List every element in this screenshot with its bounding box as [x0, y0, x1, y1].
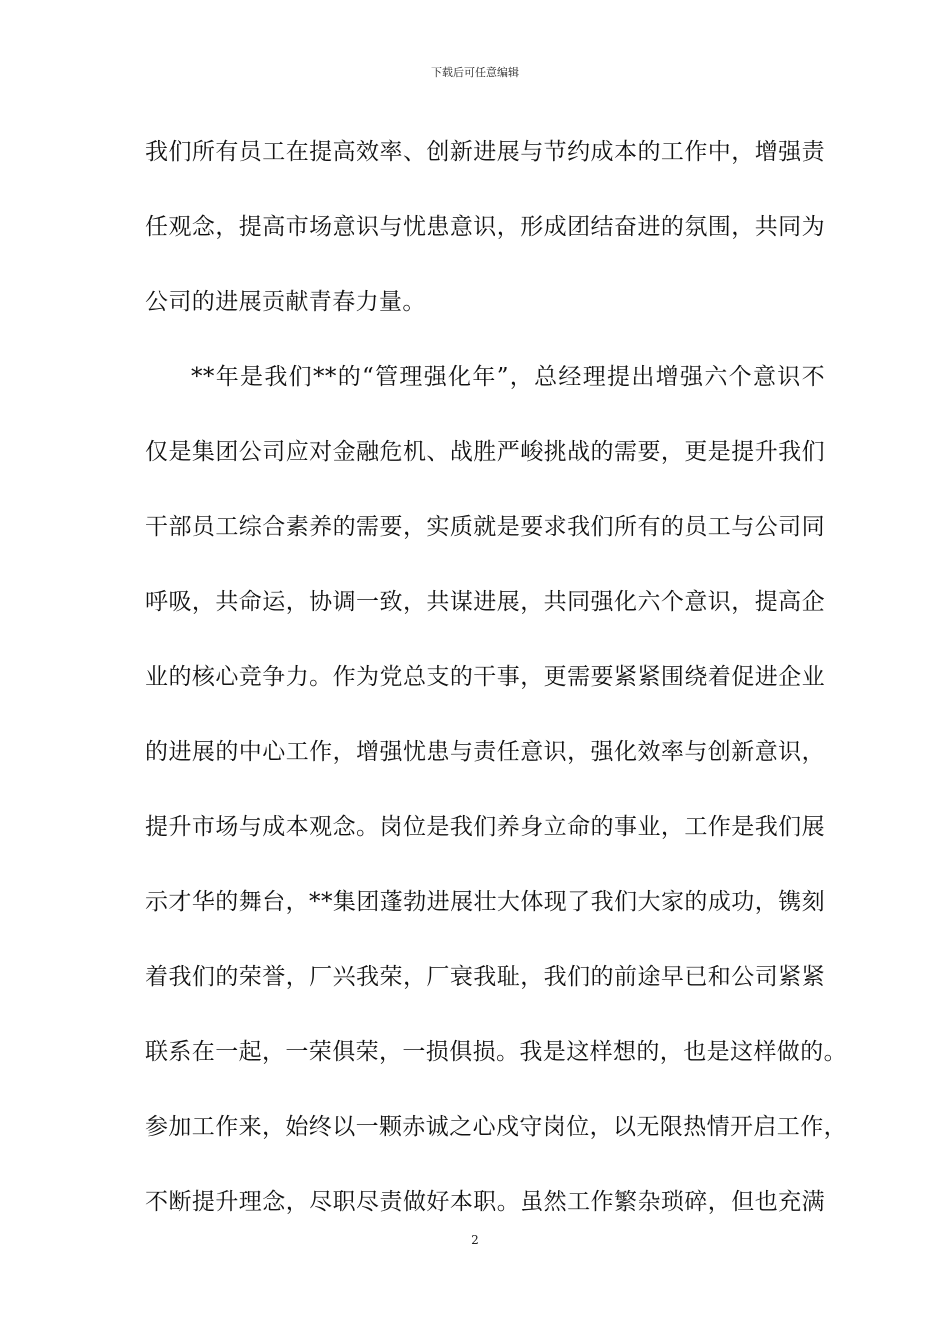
- text-line: 参加工作来，始终以一颗赤诚之心戍守岗位，以无限热情开启工作，: [145, 1114, 847, 1140]
- text-line: 干部员工综合素养的需要，实质就是要求我们所有的员工与公司同: [145, 514, 825, 540]
- text-line: 着我们的荣誉，厂兴我荣，厂衰我耻，我们的前途早已和公司紧紧: [145, 964, 825, 990]
- text-line: 仅是集团公司应对金融危机、战胜严峻挑战的需要，更是提升我们: [145, 439, 825, 465]
- text-line: 业的核心竞争力。作为党总支的干事，更需要紧紧围绕着促进企业: [145, 664, 825, 690]
- text-line: 示才华的舞台，**集团蓬勃进展壮大体现了我们大家的成功，镌刻: [145, 889, 825, 915]
- text-line: 提升市场与成本观念。岗位是我们养身立命的事业，工作是我们展: [145, 814, 825, 840]
- text-line: 公司的进展贡献青春力量。: [145, 289, 426, 315]
- page-number: 2: [471, 1233, 479, 1247]
- text-line: 我们所有员工在提高效率、创新进展与节约成本的工作中，增强责: [145, 139, 825, 165]
- page-header: 下载后可任意编辑: [431, 66, 519, 79]
- text-line: 不断提升理念，尽职尽责做好本职。虽然工作繁杂琐碎，但也充满: [145, 1189, 825, 1215]
- text-line: 联系在一起，一荣俱荣，一损俱损。我是这样想的，也是这样做的。: [145, 1039, 847, 1065]
- text-line: 任观念，提高市场意识与忧患意识，形成团结奋进的氛围，共同为: [145, 214, 825, 240]
- text-line: 呼吸，共命运，协调一致，共谋进展，共同强化六个意识，提高企: [145, 589, 825, 615]
- document-body: [145, 132, 847, 1257]
- text-line: **年是我们**的“管理强化年”，总经理提出增强六个意识不: [191, 364, 825, 390]
- text-line: 的进展的中心工作，增强忧患与责任意识，强化效率与创新意识，: [145, 739, 825, 765]
